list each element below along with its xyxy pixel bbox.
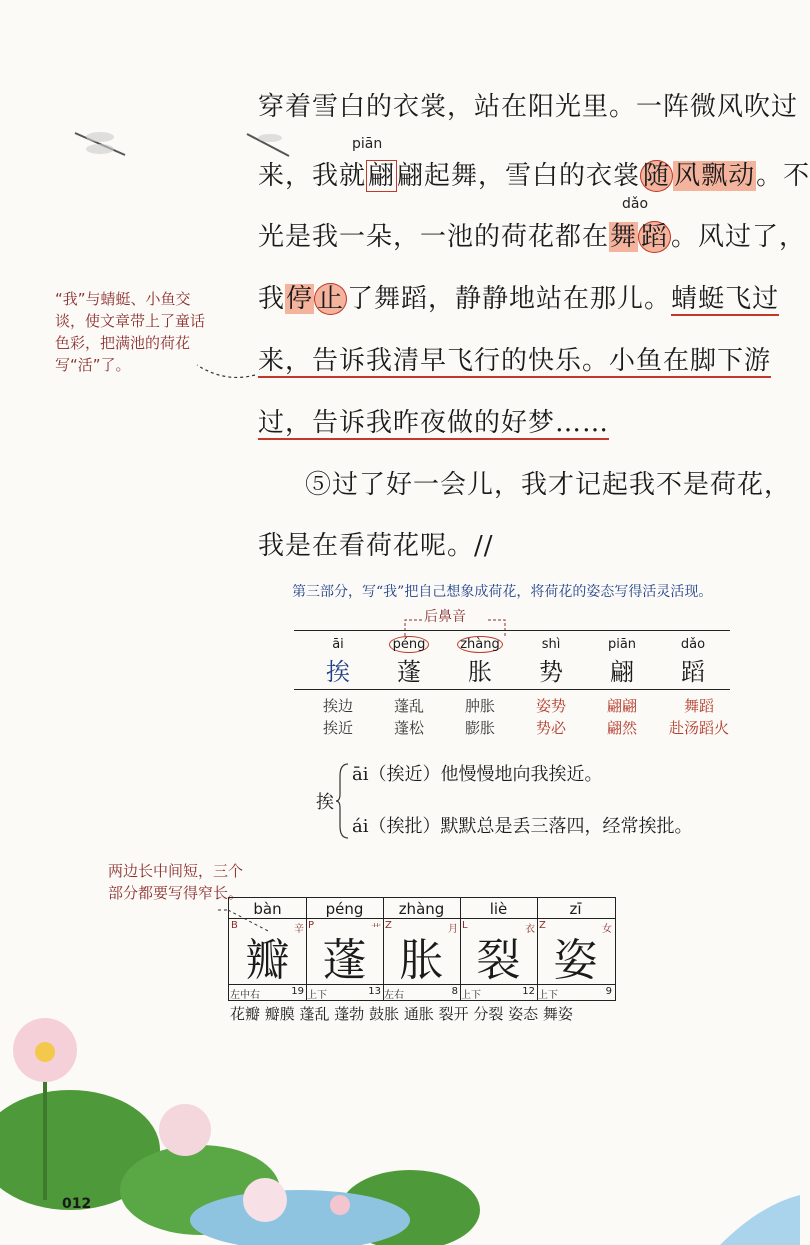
char-col: dǎo 蹈 bbox=[680, 637, 706, 686]
words-col: 舞蹈 赴汤蹈火 bbox=[668, 697, 729, 737]
words-col: 肿胀 膨胀 bbox=[464, 697, 495, 737]
rear-nasal-label: 后鼻音 bbox=[424, 609, 466, 625]
paragraph-line-1: 穿着雪白的衣裳，站在阳光里。一阵微风吹过 bbox=[258, 92, 799, 122]
left-annotation: “我”与蜻蜓、小鱼交谈，使文章带上了童话色彩，把满池的荷花写“活”了。 bbox=[55, 290, 206, 374]
paragraph-line-4: 我停 止 了舞蹈，静静地站在那儿。蜻蜓飞过 bbox=[258, 284, 780, 314]
section-summary: 第三部分，写“我”把自己想象成荷花，将荷花的姿态写得活灵活现。 bbox=[292, 584, 713, 600]
paragraph-line-5: 来，告诉我清早飞行的快乐。小鱼在脚下游 bbox=[258, 346, 772, 376]
paragraph-line-6: 过，告诉我昨夜做的好梦…… bbox=[258, 408, 610, 438]
grid-cell: liè 裂 L 衣 上下 12 bbox=[460, 898, 538, 1000]
char-col: zhàng 胀 bbox=[450, 637, 510, 687]
polyphone-line-1: āi（挨近）他慢慢地向我挨近。 bbox=[352, 764, 603, 785]
paragraph-line-3: 光是我一朵，一池的荷花都在舞 蹈 。风过了， bbox=[258, 222, 807, 252]
dragonfly-icon bbox=[70, 125, 130, 165]
pinyin-dao: dǎo bbox=[622, 196, 649, 212]
grid-cell: péng 蓬 P 艹 上下 13 bbox=[306, 898, 384, 1000]
water-corner-icon bbox=[720, 1195, 800, 1245]
paragraph-line-8: 我是在看荷花呢。// bbox=[258, 531, 494, 561]
character-table bbox=[294, 630, 730, 690]
polyphone-brace bbox=[336, 762, 350, 840]
paragraph-line-7: ⑤过了好一会儿，我才记起我不是荷花， bbox=[305, 470, 792, 500]
annotation-arrow bbox=[185, 355, 260, 385]
words-col: 蓬乱 蓬松 bbox=[393, 697, 424, 737]
page-number: 012 bbox=[62, 1196, 92, 1212]
words-col: 挨边 挨近 bbox=[322, 697, 353, 737]
char-col: shì 势 bbox=[539, 637, 563, 686]
grid-cell: zī 姿 Z 女 上下 9 bbox=[538, 900, 612, 1001]
polyphone-char: 挨 bbox=[316, 792, 334, 813]
writing-note: 两边长中间短，三个部分都要写得窄长。 bbox=[108, 862, 244, 902]
paragraph-line-2: 来，我就翩翩起舞，雪白的衣裳 随 风飘动。不 bbox=[258, 161, 810, 191]
writing-grid bbox=[228, 897, 616, 1001]
char-col: āi 挨 bbox=[326, 637, 350, 686]
words-col: 姿势 势必 bbox=[535, 697, 566, 737]
grid-cell: bàn 瓣 B 辛 左中右 19 bbox=[229, 898, 307, 1000]
words-col: 翩翩 翩然 bbox=[606, 697, 637, 737]
char-col: péng 蓬 bbox=[379, 637, 439, 687]
char-col: piān 翩 bbox=[607, 637, 637, 686]
polyphone-line-2: ái（挨批）默默总是丢三落四，经常挨批。 bbox=[352, 816, 693, 837]
pinyin-pian: piān bbox=[352, 136, 383, 152]
grid-cell: zhàng 胀 Z 月 左右 8 bbox=[383, 898, 461, 1000]
vocab-line: 花瓣 瓣膜 蓬乱 蓬勃 鼓胀 通胀 裂开 分裂 姿态 舞姿 bbox=[230, 1005, 573, 1023]
